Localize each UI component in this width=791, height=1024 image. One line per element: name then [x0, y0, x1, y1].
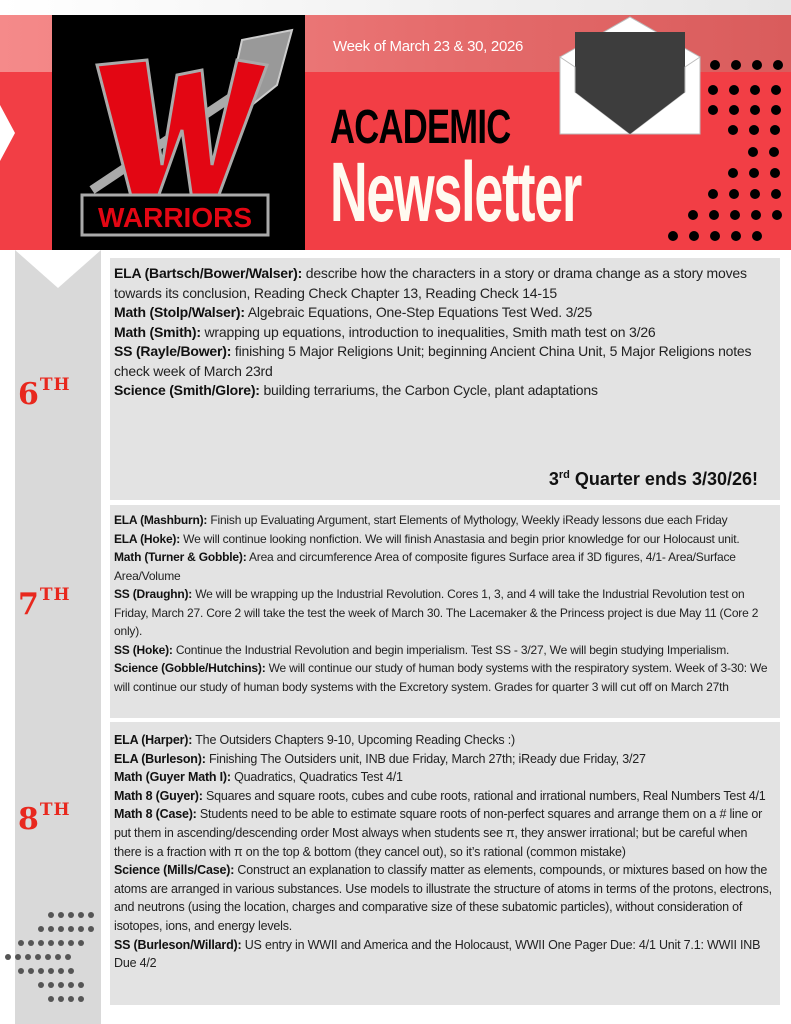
dot — [730, 210, 740, 220]
dot — [731, 60, 741, 70]
subject-label: SS (Draughn): — [114, 587, 193, 601]
subject-text: describe how the characters in a story or drama change as a story moves towards its conclusion, Reading Check Chapter 13, Reading Check 14-15 — [114, 265, 747, 301]
dot — [38, 982, 44, 988]
subject-entry — [114, 323, 776, 343]
dot — [773, 60, 783, 70]
subject-text: Squares and square roots, cubes and cube roots, rational and irrational numbers, Real Numbers Test 4/1 — [202, 788, 766, 803]
subject-entry — [114, 511, 776, 530]
subject-text: wrapping up equations, introduction to inequalities, Smith math test on 3/26 — [200, 323, 656, 340]
dot — [68, 968, 74, 974]
dot — [78, 996, 84, 1002]
subject-text: US entry in WWII and America and the Holocaust, WWII One Pager Due: 4/1 Unit 7.1: WWII INB Due 4/2 — [114, 937, 761, 971]
grade-7-box — [110, 505, 780, 718]
dot — [708, 85, 718, 95]
subject-label: Math (Guyer Math I): — [114, 770, 231, 785]
dot — [749, 168, 759, 178]
subject-entry — [114, 303, 776, 323]
dot — [58, 912, 64, 918]
subject-text: finishing 5 Major Religions Unit; beginning Ancient China Unit, 5 Major Religions notes check week of March 23rd — [114, 343, 752, 379]
newsletter-heading: Newsletter — [330, 145, 582, 239]
dot — [58, 982, 64, 988]
grade-7-label — [18, 585, 71, 622]
dot — [708, 189, 718, 199]
grade-suffix: TH — [39, 800, 71, 820]
dot — [752, 231, 762, 241]
subject-entry — [114, 548, 776, 585]
subject-text: We will continue looking nonfiction. We will finish Anastasia and begin prior knowledge for our Holocaust unit. — [180, 531, 740, 546]
dot — [68, 996, 74, 1002]
dot — [770, 168, 780, 178]
dot — [728, 168, 738, 178]
dot — [38, 926, 44, 932]
subject-text: Continue the Industrial Revolution and begin imperialism. Test SS - 3/27, We will begin studying Imperialism. — [172, 642, 730, 657]
dot — [48, 940, 54, 946]
grade-number: 8 — [18, 802, 40, 837]
dot — [771, 105, 781, 115]
dot — [729, 105, 739, 115]
dot — [58, 940, 64, 946]
dot — [68, 940, 74, 946]
dot — [752, 60, 762, 70]
dot — [38, 968, 44, 974]
subject-text: building terrariums, the Carbon Cycle, plant adaptations — [259, 382, 598, 398]
dot — [88, 926, 94, 932]
quarter-end-note — [549, 469, 758, 490]
envelope-icon — [555, 12, 705, 147]
dot — [78, 912, 84, 918]
subject-label: Math (Turner & Gobble): — [114, 550, 247, 564]
dot — [48, 996, 54, 1002]
grade-6-box — [110, 258, 780, 500]
dot — [58, 996, 64, 1002]
dot — [48, 982, 54, 988]
dot — [771, 85, 781, 95]
dot — [48, 926, 54, 932]
subject-label: SS (Rayle/Bower): — [114, 343, 232, 359]
subject-label: Math (Smith): — [114, 323, 201, 340]
dot — [729, 85, 739, 95]
dot — [68, 982, 74, 988]
dot — [689, 231, 699, 241]
grade-number: 7 — [18, 587, 40, 622]
subject-label: Math (Stolp/Walser): — [114, 304, 245, 320]
subject-entry — [114, 936, 776, 973]
dot — [78, 940, 84, 946]
dot — [731, 231, 741, 241]
dot — [55, 954, 61, 960]
dot — [68, 926, 74, 932]
subject-entry — [114, 342, 776, 381]
dot — [15, 954, 21, 960]
dot — [35, 954, 41, 960]
dot — [710, 231, 720, 241]
dot — [751, 210, 761, 220]
logo-text: WARRIORS — [98, 202, 252, 233]
dot — [45, 954, 51, 960]
subject-label: Science (Smith/Glore): — [114, 382, 260, 398]
subject-entry — [114, 585, 776, 641]
subject-entry — [114, 805, 776, 861]
grade-8-label — [18, 800, 71, 837]
dot — [750, 85, 760, 95]
subject-text: Algebraic Equations, One-Step Equations Test Wed. 3/25 — [244, 304, 593, 320]
subject-text: Quadratics, Quadratics Test 4/1 — [230, 770, 403, 785]
subject-label: SS (Burleson/Willard): — [114, 937, 242, 952]
warriors-logo — [52, 15, 305, 250]
dot — [5, 954, 11, 960]
dot — [749, 125, 759, 135]
subject-label: ELA (Bartsch/Bower/Walser): — [114, 265, 303, 281]
dot — [710, 60, 720, 70]
note-text: 3 — [548, 469, 559, 489]
subject-entry — [114, 659, 776, 696]
dot — [68, 912, 74, 918]
grade-8-box — [110, 722, 780, 1005]
dot — [28, 940, 34, 946]
subject-text: Construct an explanation to classify matter as elements, compounds, or mixtures based on how the atoms are arranged in various substances. Use models to illustrate the structure of atoms in terms of the protons, electrons, and neutrons (using the location, charges and comparative size of these subatomic particles), without consideration of isotopes, ions, and energy levels. — [114, 863, 772, 933]
dot — [709, 210, 719, 220]
dot — [18, 940, 24, 946]
subject-text: Finishing The Outsiders unit, INB due Friday, March 27th; iReady due Friday, 3/27 — [205, 751, 646, 766]
subject-label: Science (Gobble/Hutchins): — [114, 661, 266, 675]
dot — [688, 210, 698, 220]
dot — [750, 105, 760, 115]
grade-suffix: TH — [39, 585, 71, 605]
subject-entry — [114, 264, 776, 303]
subject-entry — [114, 750, 776, 769]
subject-text: The Outsiders Chapters 9-10, Upcoming Reading Checks :) — [192, 733, 515, 747]
left-column — [15, 250, 101, 1024]
subject-label: ELA (Harper): — [114, 733, 193, 747]
dot — [78, 982, 84, 988]
subject-entry — [114, 530, 776, 549]
subject-label: Science (Mills/Case): — [114, 863, 235, 878]
academic-heading: ACADEMIC — [330, 101, 511, 154]
dot — [770, 125, 780, 135]
dot — [771, 189, 781, 199]
dot — [25, 954, 31, 960]
dot — [668, 231, 678, 241]
chevron-decoration — [0, 105, 15, 161]
subject-label: Math 8 (Case): — [114, 807, 197, 822]
dot — [729, 189, 739, 199]
dot — [38, 940, 44, 946]
dot — [65, 954, 71, 960]
subject-text: We will be wrapping up the Industrial Revolution. Cores 1, 3, and 4 will take the Industrial Revolution test on Friday, March 27. Core 2 will take the test the week of March 30. The Lacemaker & the Princess project is due May 11 (Core 2 only). — [114, 587, 759, 638]
grade-6-label — [18, 375, 71, 412]
note-sup: rd — [558, 469, 570, 481]
subject-entry — [114, 861, 776, 935]
subject-entry — [114, 768, 776, 787]
dot — [728, 125, 738, 135]
dot — [88, 912, 94, 918]
dot — [750, 189, 760, 199]
subject-label: SS (Hoke): — [114, 642, 173, 657]
subject-entry — [114, 641, 776, 660]
grade-suffix: TH — [39, 375, 71, 395]
subject-entry — [114, 381, 776, 401]
subject-text: Finish up Evaluating Argument, start Elements of Mythology, Weekly iReady lessons due each Friday — [207, 513, 728, 527]
subject-entry — [114, 731, 776, 750]
subject-text: Students need to be able to estimate square roots of non-perfect squares and arrange them on a # line or put them in ascending/descending order Most always when students see π, they answer irrational; but be careful when there is a fraction with π on the top & bottom (they cancel out), so it’s rational (common mistake) — [114, 807, 763, 859]
dot — [48, 968, 54, 974]
subject-label: ELA (Hoke): — [114, 531, 181, 546]
dot — [708, 105, 718, 115]
dot — [748, 147, 758, 157]
chevron-notch — [15, 250, 101, 288]
dot — [772, 210, 782, 220]
note-text: Quarter ends 3/30/26! — [569, 469, 758, 489]
subject-entry — [114, 787, 776, 806]
dot — [18, 968, 24, 974]
dot — [48, 912, 54, 918]
subject-label: ELA (Mashburn): — [114, 513, 208, 527]
subject-label: Math 8 (Guyer): — [114, 788, 203, 803]
week-label: Week of March 23 & 30, 2026 — [333, 38, 524, 55]
subject-text: We will continue our study of human body systems with the respiratory system. Week of 3-30: We will continue our study of human body systems with the Excretory system. Grades for quarter 3 will cut off on March 27th — [114, 661, 768, 694]
dot — [28, 968, 34, 974]
subject-label: ELA (Burleson): — [114, 751, 206, 766]
subject-text: Area and circumference Area of composite figures Surface area if 3D figures, 4/1- Area/Surface Area/Volume — [114, 550, 736, 583]
dot — [769, 147, 779, 157]
dot — [58, 926, 64, 932]
dot — [58, 968, 64, 974]
dot — [78, 926, 84, 932]
grade-number: 6 — [18, 377, 40, 412]
